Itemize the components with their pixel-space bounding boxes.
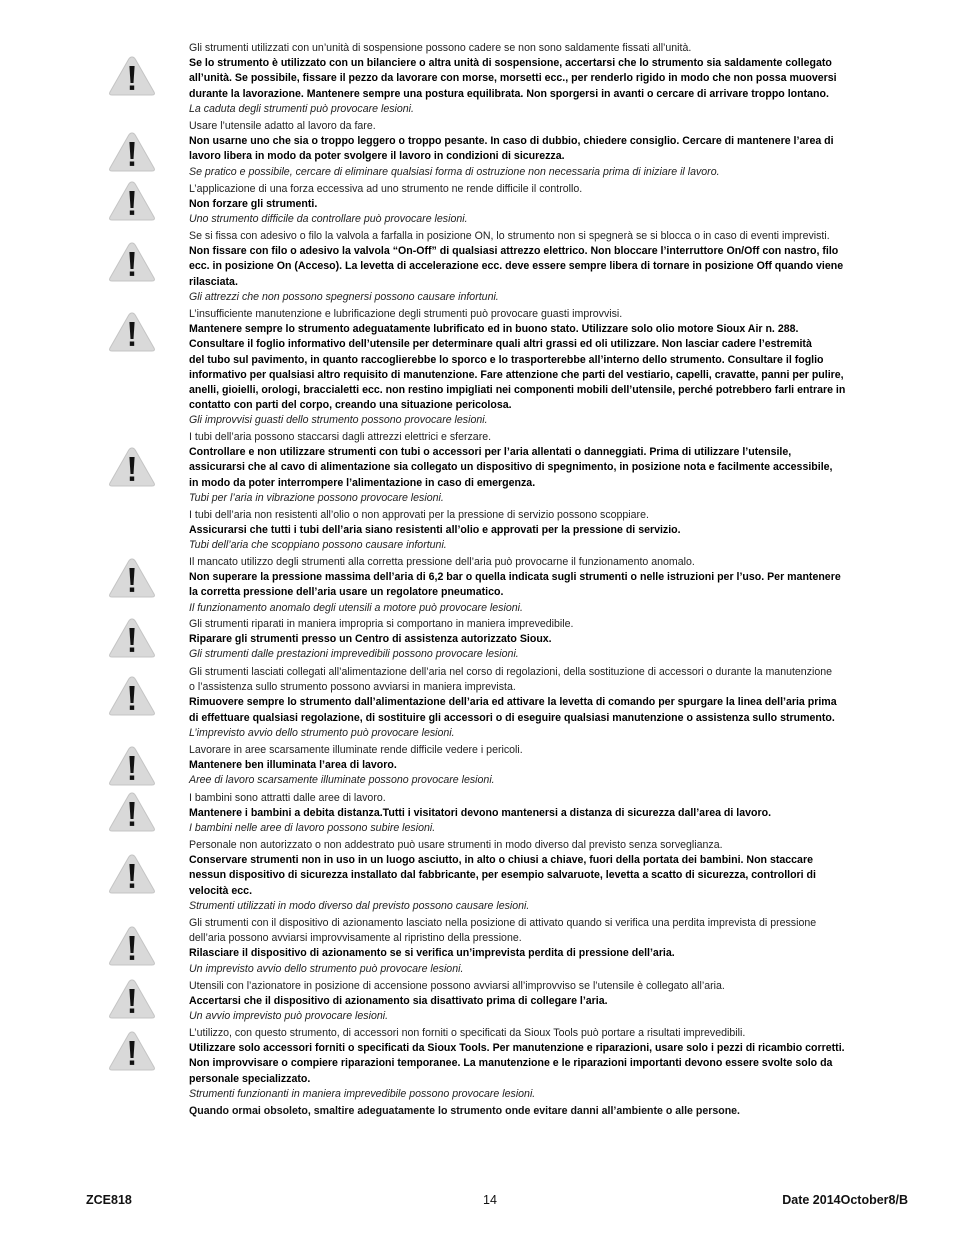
warning-exclamation-icon (108, 617, 156, 659)
instruction-text: Mantenere ben illuminata l’area di lavoro. (189, 759, 397, 772)
hazard-text: Gli strumenti riparati in maniera impropria si comportano in maniera imprevedibile. (189, 618, 574, 630)
warning-exclamation-icon (108, 1030, 156, 1072)
instruction-text: Se lo strumento è utilizzato con un bilanciere o altra unità di sospensione, accertarsi che lo strumento sia saldamente collegato (189, 57, 832, 70)
instruction-text: Rilasciare il dispositivo di azionamento se si verifica un’imprevista perdita di pressione dell’aria. (189, 947, 675, 960)
instruction-text: assicurarsi che al cavo di alimentazione sia collegato un dispositivo di spegnimento, in posizione nota e facilmente accessibile, (189, 461, 833, 474)
hazard-text: Se si fissa con adesivo o filo la valvola a farfalla in posizione ON, lo strumento non si spegnerà se si blocca o in caso di eventi imprevisti. (189, 230, 830, 242)
instruction-text: Non usarne uno che sia o troppo leggero o troppo pesante. In caso di dubbio, chiedere consiglio. Cercare di mantenere l’area di (189, 135, 834, 148)
consequence-text: Tubi per l’aria in vibrazione possono provocare lesioni. (189, 491, 444, 504)
disposal-note: Quando ormai obsoleto, smaltire adeguatamente lo strumento onde evitare danni all’ambiente o alle persone. (189, 1105, 740, 1117)
instruction-text: Consultare il foglio informativo dell’utensile per determinare quali altri grassi ed oli utilizzare. Non lasciar cadere l’estremità (189, 338, 812, 351)
consequence-text: L’imprevisto avvio dello strumento può provocare lesioni. (189, 726, 455, 739)
warning-exclamation-icon (108, 131, 156, 173)
warning-exclamation-icon (108, 311, 156, 353)
instruction-text: Rimuovere sempre lo strumento dall’alimentazione dell’aria ed attivare la levetta di comando per spurgare la linea dell’aria prima (189, 696, 837, 709)
hazard-text: Personale non autorizzato o non addestrato può usare strumenti in modo diverso dal previsto senza sorveglianza. (189, 839, 723, 851)
warning-exclamation-icon (108, 675, 156, 717)
hazard-text: I tubi dell’aria non resistenti all’olio o non approvati per la pressione di servizio possono scoppiare. (189, 509, 649, 521)
instruction-text: velocità ecc. (189, 884, 253, 897)
warning-block (189, 555, 914, 616)
warning-exclamation-icon (108, 925, 156, 967)
warning-block (189, 791, 914, 837)
warning-exclamation-icon (108, 446, 156, 488)
consequence-text: Tubi dell’aria che scoppiano possono causare infortuni. (189, 539, 447, 552)
warning-exclamation-icon (108, 853, 156, 895)
hazard-text: L’insufficiente manutenzione e lubrificazione degli strumenti può provocare guasti improvvisi. (189, 308, 623, 320)
hazard-text: Gli strumenti con il dispositivo di azionamento lasciato nella posizione di attivato quando si verifica una perdita imprevista di pressione (189, 917, 817, 929)
warning-block (189, 916, 914, 977)
warning-block (189, 182, 914, 228)
warning-exclamation-icon (108, 241, 156, 283)
instruction-text: contatto con parti del corpo, creando una situazione pericolosa. (189, 399, 512, 412)
instruction-text: personale specializzato. (189, 1072, 311, 1085)
instruction-text: anelli, gioielli, orologi, braccialetti ecc. non restino impigliati nei componenti mobili dell’utensile, perché potrebbero farli entrare in (189, 384, 846, 397)
warning-block (189, 307, 914, 429)
instruction-text: Mantenere i bambini a debita distanza.Tutti i visitatori devono mantenersi a distanza di sicurezza dall’area di lavoro. (189, 807, 772, 820)
instruction-text: di effettuare qualsiasi regolazione, di sostituire gli accessori o di eseguire qualsiasi manutenzione o assistenza sullo strumento. (189, 711, 835, 724)
consequence-text: Gli attrezzi che non possono spegnersi possono causare infortuni. (189, 290, 499, 303)
instruction-text: Riparare gli strumenti presso un Centro di assistenza autorizzato Sioux. (189, 633, 552, 646)
consequence-text: Un avvio imprevisto può provocare lesioni. (189, 1010, 389, 1023)
hazard-text: Gli strumenti utilizzati con un’unità di sospensione possono cadere se non sono saldamente fissati all’unità. (189, 42, 692, 54)
consequence-text: Uno strumento difficile da controllare può provocare lesioni. (189, 213, 468, 226)
warning-block (189, 229, 914, 305)
consequence-text: Strumenti utilizzati in modo diverso dal previsto possono causare lesioni. (189, 899, 530, 912)
consequence-text: I bambini nelle aree di lavoro possono subire lesioni. (189, 822, 436, 835)
instruction-text: lavoro libera in modo da poter svolgere il lavoro in condizioni di sicurezza. (189, 150, 565, 163)
warning-block (189, 1026, 914, 1102)
hazard-text: Il mancato utilizzo degli strumenti alla corretta pressione dell’aria può provocarne il funzionamento anomalo. (189, 556, 695, 568)
instruction-text: la corretta pressione dell’aria usare un regolatore pneumatico. (189, 586, 504, 599)
instruction-text: nessun dispositivo di sicurezza installato dal fabbricante, per esempio salvaruote, levetta a scatto di sicurezza, controllori di (189, 869, 816, 882)
warning-block (189, 119, 914, 180)
consequence-text: Gli improvvisi guasti dello strumento possono provocare lesioni. (189, 414, 488, 427)
hazard-text: o l’assistenza sullo strumento possono avviarsi in maniera imprevista. (189, 681, 516, 694)
hazard-text: Lavorare in aree scarsamente illuminate rende difficile vedere i pericoli. (189, 744, 523, 756)
instruction-text: Assicurarsi che tutti i tubi dell’aria siano resistenti all’olio e approvati per la pressione di servizio. (189, 524, 681, 537)
hazard-text: Utensili con l’azionatore in posizione di accensione possono avviarsi all’improvviso se l’utensile è collegato all’aria. (189, 980, 725, 992)
hazard-text: Usare l’utensile adatto al lavoro da fare. (189, 120, 376, 132)
hazard-text: Gli strumenti lasciati collegati all’alimentazione dell’aria nel corso di regolazioni, della sostituzione di accessori o durante la manutenzione (189, 666, 833, 678)
hazard-text: L’utilizzo, con questo strumento, di accessori non forniti o specificati da Sioux Tools può portare a risultati imprevedibili. (189, 1027, 746, 1039)
warning-block (189, 743, 914, 789)
footer-date: Date 2014October8/B (782, 1193, 908, 1207)
hazard-text: L’applicazione di una forza eccessiva ad uno strumento ne rende difficile il controllo. (189, 183, 583, 195)
warning-block (189, 617, 914, 663)
warning-block (189, 508, 914, 554)
consequence-text: Un imprevisto avvio dello strumento può provocare lesioni. (189, 962, 464, 975)
instruction-text: Utilizzare solo accessori forniti o specificati da Sioux Tools. Per manutenzione e riparazioni, usare solo i pezzi di ricambio corretti. (189, 1042, 845, 1055)
consequence-text: Gli strumenti dalle prestazioni imprevedibili possono provocare lesioni. (189, 648, 519, 661)
instruction-text: informativo per qualsiasi altro requisito di manutenzione. Fare attenzione che parti del vestiario, capelli, cravatte, panni per pulire, (189, 368, 844, 381)
warning-exclamation-icon (108, 557, 156, 599)
consequence-text: La caduta degli strumenti può provocare lesioni. (189, 102, 414, 115)
instruction-text: durante la lavorazione. Mantenere sempre una postura equilibrata. Non sporgersi in avanti o cercare di arrivare troppo lontano. (189, 87, 829, 100)
instruction-text: Conservare strumenti non in uso in un luogo asciutto, in alto o chiusi a chiave, fuori della portata dei bambini. Non staccare (189, 854, 813, 867)
warning-exclamation-icon (108, 745, 156, 787)
consequence-text: Aree di lavoro scarsamente illuminate possono provocare lesioni. (189, 774, 495, 787)
consequence-text: Il funzionamento anomalo degli utensili a motore può provocare lesioni. (189, 601, 523, 614)
consequence-text: Se pratico e possibile, cercare di eliminare qualsiasi forma di ostruzione non necessaria prima di iniziare il lavoro. (189, 165, 720, 178)
warning-block (189, 41, 914, 117)
warning-block (189, 665, 914, 741)
instruction-text: Non improvvisare o compiere riparazioni temporanee. La manutenzione e le riparazioni importanti devono essere svolte solo da (189, 1057, 833, 1070)
instruction-text: rilasciata. (189, 275, 238, 288)
footer-model: ZCE818 (86, 1193, 132, 1207)
instruction-text: Accertarsi che il dispositivo di azionamento sia disattivato prima di collegare l’aria. (189, 995, 608, 1008)
warning-exclamation-icon (108, 180, 156, 222)
warning-block (189, 430, 914, 506)
instruction-text: Non fissare con filo o adesivo la valvola “On-Off” di qualsiasi attrezzo elettrico. Non bloccare l’interruttore On/Off con nastro, filo (189, 245, 839, 258)
instruction-text: all’unità. Se possibile, fissare il pezzo da lavorare con morse, morsetti ecc., per renderlo rigido in modo che non possa muoversi (189, 72, 837, 85)
warning-exclamation-icon (108, 978, 156, 1020)
warning-block (189, 979, 914, 1025)
hazard-text: dell’aria possono avviarsi improvvisamente al ripristino della pressione. (189, 932, 522, 945)
footer-page-number: 14 (483, 1193, 497, 1207)
warning-exclamation-icon (108, 55, 156, 97)
consequence-text: Strumenti funzionanti in maniera imprevedibile possono provocare lesioni. (189, 1087, 536, 1100)
instruction-text: Non forzare gli strumenti. (189, 198, 318, 211)
instruction-text: del tubo sul pavimento, in quanto raccoglierebbe lo sporco e lo trasporterebbe all’interno dello strumento. Consultare il foglio (189, 353, 824, 366)
warning-exclamation-icon (108, 791, 156, 833)
instruction-text: Controllare e non utilizzare strumenti con tubi o accessori per l’aria allentati o danneggiati. Prima di utilizzare l’utensile, (189, 446, 792, 459)
instruction-text: in modo da poter interrompere l’alimentazione in caso di emergenza. (189, 476, 536, 489)
instruction-text: ecc. in posizione On (Acceso). La levetta di accelerazione ecc. deve essere sempre libera di tornare in posizione Off quando viene (189, 260, 844, 273)
warning-block (189, 838, 914, 914)
hazard-text: I bambini sono attratti dalle aree di lavoro. (189, 792, 386, 804)
instruction-text: Non superare la pressione massima dell’aria di 6,2 bar o quella indicata sugli strumenti o nelle istruzioni per l’uso. Per mantenere (189, 571, 841, 584)
hazard-text: I tubi dell’aria possono staccarsi dagli attrezzi elettrici e sferzare. (189, 431, 492, 443)
instruction-text: Mantenere sempre lo strumento adeguatamente lubrificato ed in buono stato. Utilizzare solo olio motore Sioux Air n. 288. (189, 323, 799, 336)
